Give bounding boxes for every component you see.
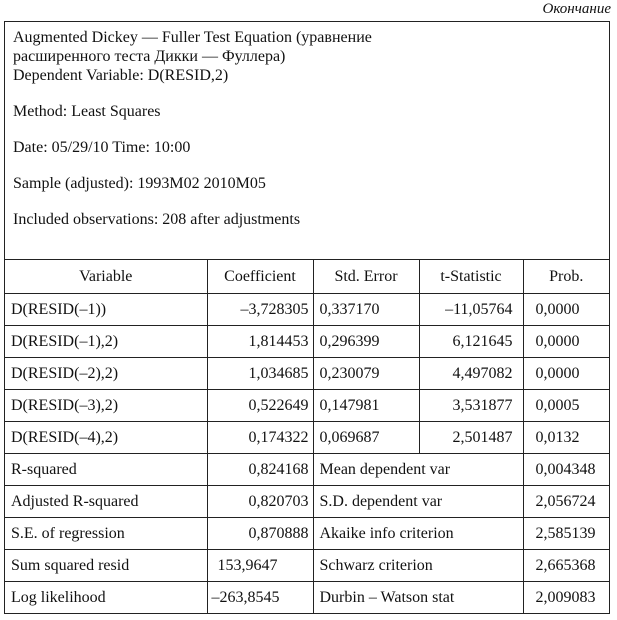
- table-row: [5, 358, 609, 390]
- test-title-line-1: Augmented Dickey — Fuller Test Equation (уравнение: [13, 29, 372, 46]
- t-stat-cell: 2,501487: [419, 422, 523, 454]
- stats-row: [5, 454, 609, 486]
- stat-label: Log likelihood: [5, 582, 207, 614]
- stat-label-2: Durbin – Watson stat: [313, 582, 523, 614]
- prob-cell: 0,0000: [523, 326, 609, 358]
- regression-output: [4, 21, 610, 614]
- table-row: [5, 390, 609, 422]
- stat-label: Adjusted R-squared: [5, 486, 207, 518]
- stat-value: 0,870888: [207, 518, 313, 550]
- t-stat-cell: 3,531877: [419, 390, 523, 422]
- variable-cell: D(RESID(–4),2): [5, 422, 207, 454]
- coefficient-cell: 1,814453: [207, 326, 313, 358]
- std-error-cell: 0,230079: [313, 358, 419, 390]
- stat-label: R-squared: [5, 454, 207, 486]
- stat-value: –263,8545: [207, 582, 313, 614]
- stats-row: [5, 486, 609, 518]
- column-header-t-statistic: t-Statistic: [419, 260, 523, 294]
- stats-row: [5, 518, 609, 550]
- coefficient-cell: 0,174322: [207, 422, 313, 454]
- stat-value-2: 0,004348: [523, 454, 609, 486]
- std-error-cell: 0,069687: [313, 422, 419, 454]
- stat-label-2: S.D. dependent var: [313, 486, 523, 518]
- coefficient-cell: 1,034685: [207, 358, 313, 390]
- dependent-variable: Dependent Variable: D(RESID,2): [13, 67, 229, 84]
- output-header: [5, 22, 609, 260]
- included-observations: Included observations: 208 after adjustments: [13, 211, 301, 228]
- stats-row: [5, 582, 609, 614]
- continuation-label: Окончание: [542, 1, 611, 17]
- variable-cell: D(RESID(–1),2): [5, 326, 207, 358]
- stat-value-2: 2,585139: [523, 518, 609, 550]
- t-stat-cell: –11,05764: [419, 294, 523, 326]
- stat-value: 0,824168: [207, 454, 313, 486]
- prob-cell: 0,0000: [523, 294, 609, 326]
- table-row: [5, 294, 609, 326]
- date-time: Date: 05/29/10 Time: 10:00: [13, 139, 191, 156]
- table-row: [5, 422, 609, 454]
- sample: Sample (adjusted): 1993M02 2010M05: [13, 175, 266, 192]
- coefficient-cell: 0,522649: [207, 390, 313, 422]
- stats-row: [5, 550, 609, 582]
- table-row: [5, 326, 609, 358]
- t-stat-cell: 4,497082: [419, 358, 523, 390]
- stat-label-2: Akaike info criterion: [313, 518, 523, 550]
- stat-value-2: 2,056724: [523, 486, 609, 518]
- t-stat-cell: 6,121645: [419, 326, 523, 358]
- variable-cell: D(RESID(–2),2): [5, 358, 207, 390]
- column-header-row: [5, 260, 609, 294]
- test-title-line-2: расширенного теста Дикки — Фуллера): [13, 48, 286, 65]
- results-table: [5, 260, 609, 613]
- stat-value-2: 2,009083: [523, 582, 609, 614]
- variable-cell: D(RESID(–3),2): [5, 390, 207, 422]
- std-error-cell: 0,147981: [313, 390, 419, 422]
- stat-label: S.E. of regression: [5, 518, 207, 550]
- column-header-variable: Variable: [5, 260, 207, 294]
- stat-label-2: Schwarz criterion: [313, 550, 523, 582]
- std-error-cell: 0,296399: [313, 326, 419, 358]
- column-header-coefficient: Coefficient: [207, 260, 313, 294]
- stat-label: Sum squared resid: [5, 550, 207, 582]
- method: Method: Least Squares: [13, 103, 161, 120]
- std-error-cell: 0,337170: [313, 294, 419, 326]
- stat-value: 0,820703: [207, 486, 313, 518]
- variable-cell: D(RESID(–1)): [5, 294, 207, 326]
- stat-label-2: Mean dependent var: [313, 454, 523, 486]
- column-header-prob: Prob.: [523, 260, 609, 294]
- column-header-std-error: Std. Error: [313, 260, 419, 294]
- coefficient-cell: –3,728305: [207, 294, 313, 326]
- stat-value: 153,9647: [207, 550, 313, 582]
- prob-cell: 0,0005: [523, 390, 609, 422]
- prob-cell: 0,0132: [523, 422, 609, 454]
- prob-cell: 0,0000: [523, 358, 609, 390]
- stat-value-2: 2,665368: [523, 550, 609, 582]
